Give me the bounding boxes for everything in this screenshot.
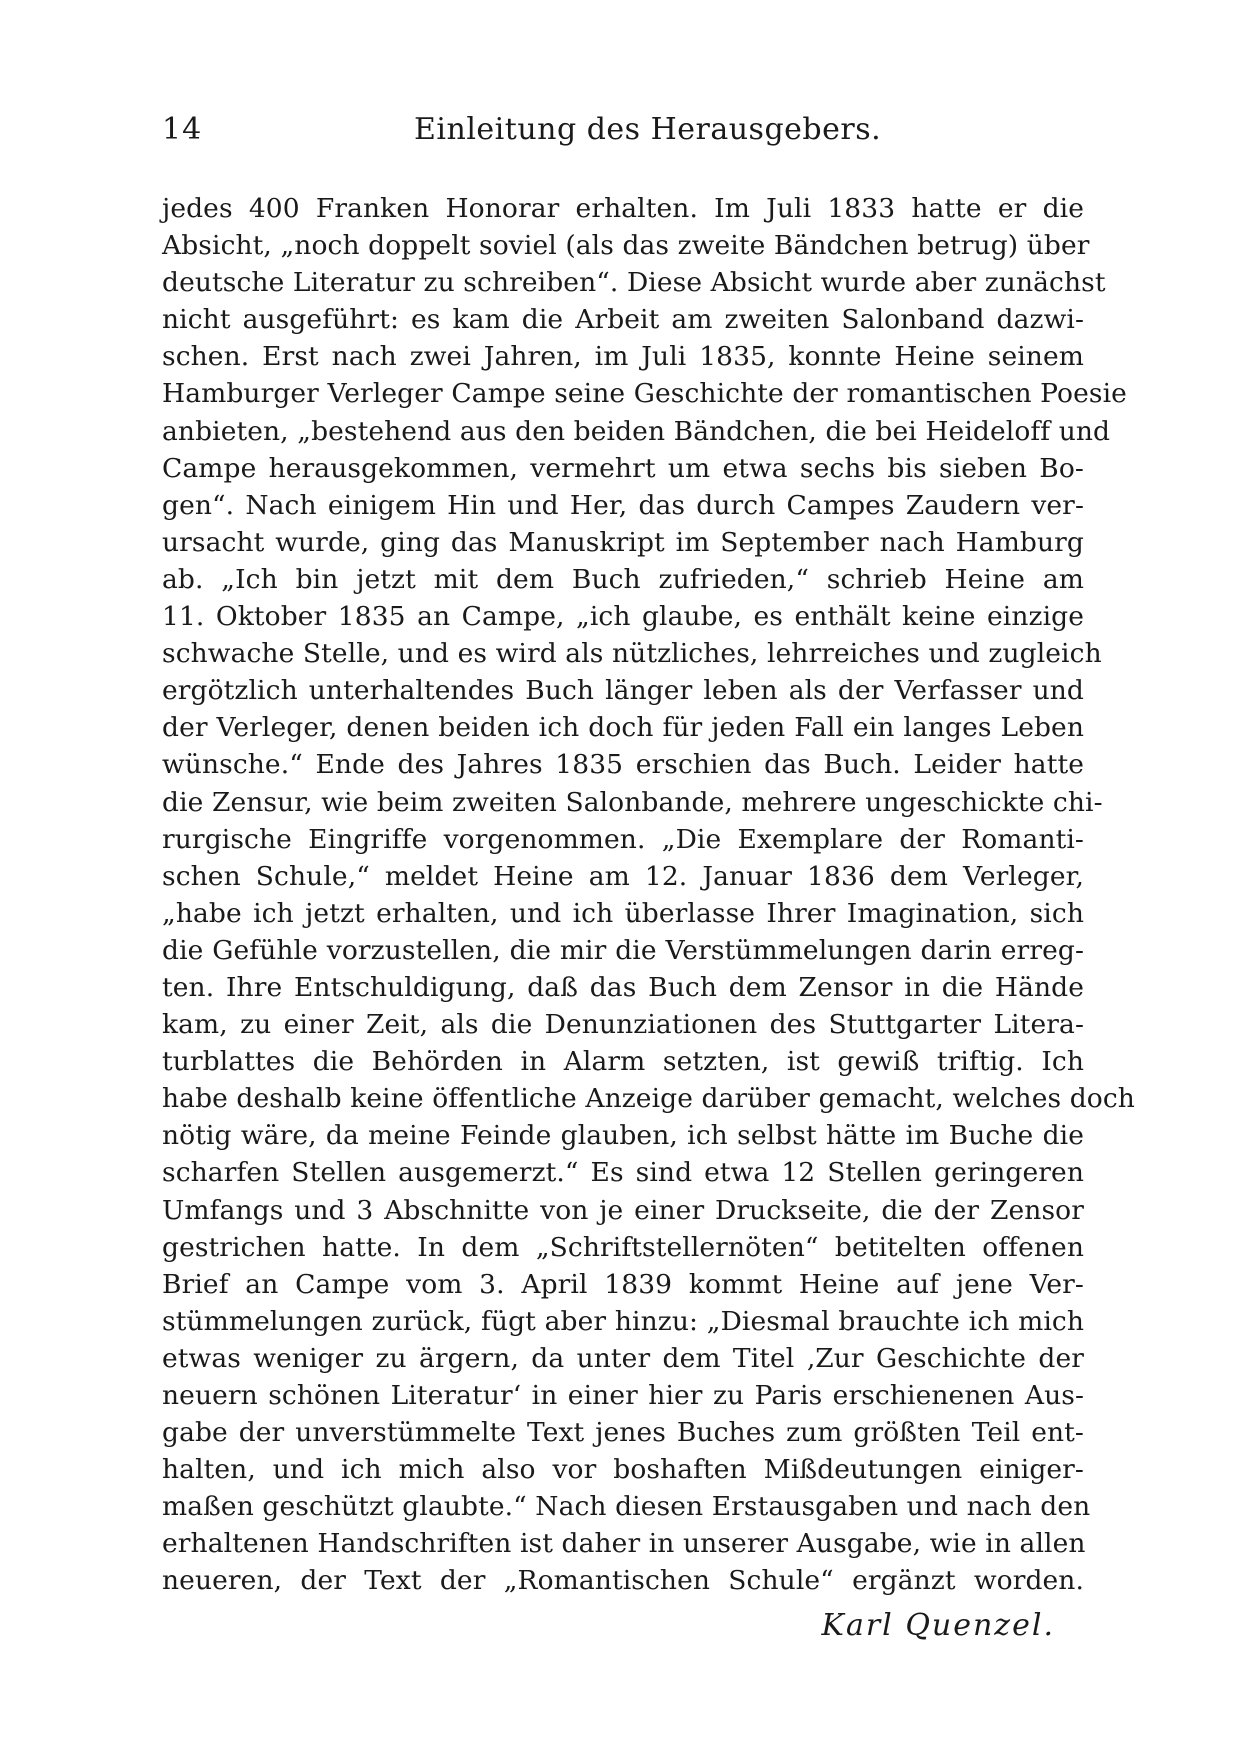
text-line: ab. „Ich bin jetzt mit dem Buch zufrieden,“ schrieb Heine am — [162, 563, 1084, 595]
text-line: turblattes die Behörden in Alarm setzten, ist gewiß triftig. Ich — [162, 1046, 1084, 1078]
text-line: gabe der unverstümmelte Text jenes Buches zum größten Teil ent- — [162, 1417, 1084, 1449]
text-line: ergötzlich unterhaltendes Buch länger leben als der Verfasser und — [162, 675, 1084, 707]
text-line: jedes 400 Franken Honorar erhalten. Im Juli 1833 hatte er die — [162, 193, 1084, 224]
text-line: habe deshalb keine öffentliche Anzeige darüber gemacht, welches doch — [162, 1083, 1135, 1115]
text-line: die Zensur, wie beim zweiten Salonbande, mehrere ungeschickte chi- — [162, 786, 1103, 818]
text-line: etwas weniger zu ärgern, da unter dem Titel ‚Zur Geschichte der — [162, 1342, 1084, 1374]
text-line: der Verleger, denen beiden ich doch für jeden Fall ein langes Leben — [162, 712, 1084, 744]
text-line: kam, zu einer Zeit, als die Denunziationen des Stuttgarter Litera- — [162, 1009, 1084, 1041]
signature: Karl Quenzel. — [821, 1608, 1055, 1643]
text-line: halten, und ich mich also vor boshaften Mißdeutungen einiger- — [162, 1454, 1084, 1486]
text-line: „habe ich jetzt erhalten, und ich überlasse Ihrer Imagination, sich — [162, 897, 1084, 929]
text-line: schen. Erst nach zwei Jahren, im Juli 1835, konnte Heine seinem — [162, 341, 1084, 373]
text-line: rurgische Eingriffe vorgenommen. „Die Exemplare der Romanti- — [162, 823, 1084, 855]
text-line: maßen geschützt glaubte.“ Nach diesen Erstausgaben und nach den — [162, 1491, 1091, 1523]
text-line: schwache Stelle, und es wird als nützliches, lehrreiches und zugleich — [162, 638, 1102, 670]
text-line: 11. Oktober 1835 an Campe, „ich glaube, es enthält keine einzige — [162, 601, 1084, 633]
text-line: die Gefühle vorzustellen, die mir die Verstümmelungen darin erreg- — [162, 934, 1084, 966]
text-line: Brief an Campe vom 3. April 1839 kommt Heine auf jene Ver- — [162, 1268, 1084, 1300]
text-line: anbieten, „bestehend aus den beiden Bändchen, die bei Heideloff und — [162, 415, 1111, 447]
text-line: neueren, der Text der „Romantischen Schule“ ergänzt worden. — [162, 1565, 1084, 1597]
text-line: gestrichen hatte. In dem „Schriftstellernöten“ betitelten offenen — [162, 1231, 1084, 1263]
text-line: Campe herausgekommen, vermehrt um etwa sechs bis sieben Bo- — [162, 452, 1084, 484]
text-line: Hamburger Verleger Campe seine Geschichte der romantischen Poesie — [162, 378, 1127, 410]
running-title: Einleitung des Herausgebers. — [414, 112, 882, 147]
body-text — [162, 190, 1135, 1600]
page-number: 14 — [162, 112, 203, 147]
text-line: gen“. Nach einigem Hin und Her, das durch Campes Zaudern ver- — [162, 489, 1084, 521]
page-header — [162, 112, 1084, 156]
text-line: Umfangs und 3 Abschnitte von je einer Druckseite, die der Zensor — [162, 1194, 1084, 1226]
text-line: deutsche Literatur zu schreiben“. Diese Absicht wurde aber zunächst — [162, 267, 1106, 299]
text-line: ursacht wurde, ging das Manuskript im September nach Hamburg — [162, 526, 1084, 558]
text-line: schen Schule,“ meldet Heine am 12. Januar 1836 dem Verleger, — [162, 860, 1084, 892]
text-line: ten. Ihre Entschuldigung, daß das Buch dem Zensor in die Hände — [162, 971, 1084, 1003]
text-line: wünsche.“ Ende des Jahres 1835 erschien das Buch. Leider hatte — [162, 749, 1084, 781]
text-line: Absicht, „noch doppelt soviel (als das zweite Bändchen betrug) über — [162, 230, 1090, 262]
text-line: erhaltenen Handschriften ist daher in unserer Ausgabe, wie in allen — [162, 1528, 1086, 1560]
text-line: stümmelungen zurück, fügt aber hinzu: „Diesmal brauchte ich mich — [162, 1305, 1084, 1337]
text-line: nicht ausgeführt: es kam die Arbeit am zweiten Salonband dazwi- — [162, 304, 1084, 336]
text-line: neuern schönen Literatur‘ in einer hier zu Paris erschienenen Aus- — [162, 1380, 1084, 1411]
text-line: nötig wäre, da meine Feinde glauben, ich selbst hätte im Buche die — [162, 1120, 1084, 1152]
text-line: scharfen Stellen ausgemerzt.“ Es sind etwa 12 Stellen geringeren — [162, 1157, 1084, 1189]
